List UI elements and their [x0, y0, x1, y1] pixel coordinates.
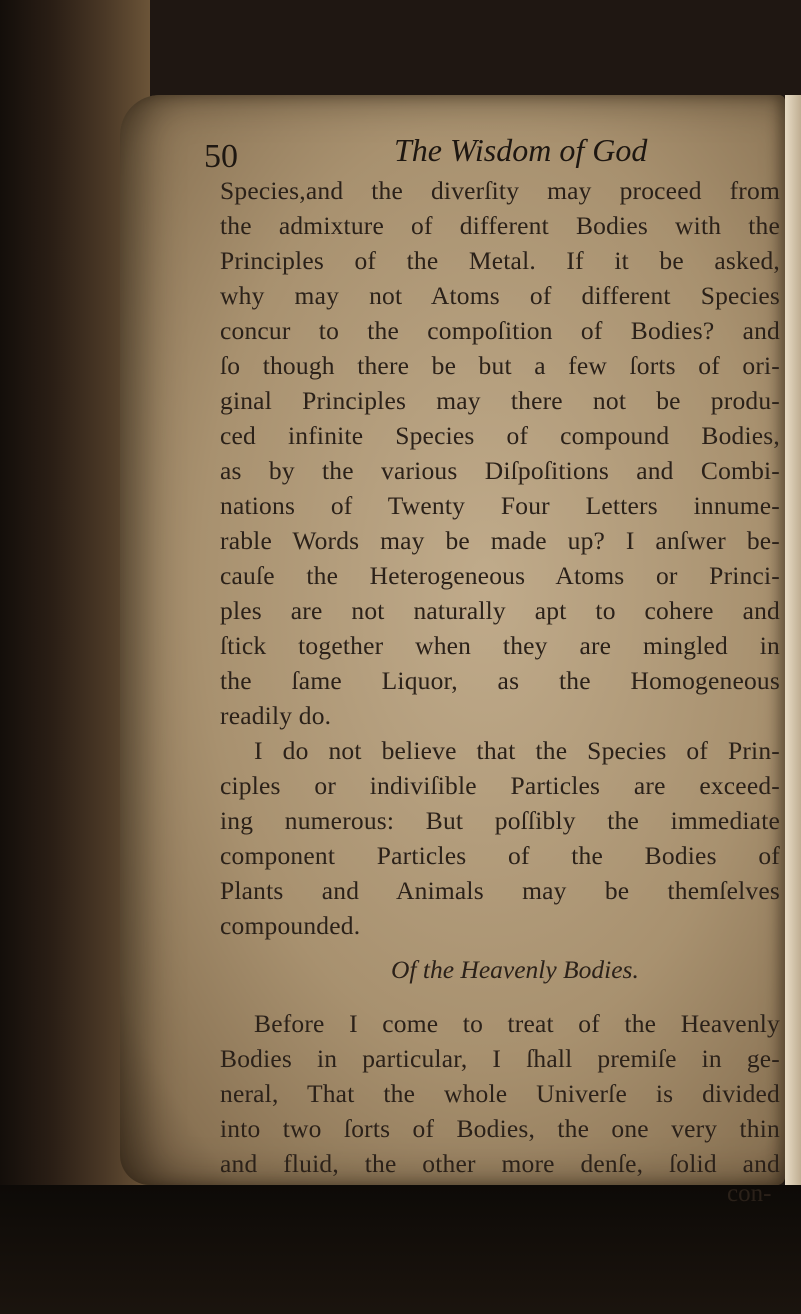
text-line: readily do.	[220, 701, 332, 730]
text-line: ginal Principles may there not be produ-	[220, 386, 780, 415]
text-line: cauſe the Heterogeneous Atoms or Princi-	[220, 561, 780, 590]
text-line: Bodies in particular, I ſhall premiſe in ge-	[220, 1044, 780, 1073]
running-head: The Wisdom of God	[394, 132, 648, 168]
text-line: Species,and the diverſity may proceed from	[220, 176, 780, 205]
text-line: Principles of the Metal. If it be asked,	[220, 246, 780, 275]
text-line: neral, That the whole Univerſe is divided	[220, 1079, 780, 1108]
text-line: the ſame Liquor, as the Homogeneous	[220, 666, 780, 695]
page-number: 50	[204, 138, 238, 175]
text-line: and fluid, the other more denſe, ſolid and	[220, 1149, 780, 1178]
text-line: ſo though there be but a few ſorts of ori-	[220, 351, 780, 380]
text-line: compounded.	[220, 911, 361, 940]
text-line: concur to the compoſition of Bodies? and	[220, 316, 780, 345]
text-line: ſtick together when they are mingled in	[220, 631, 780, 660]
text-line: nations of Twenty Four Letters innume-	[220, 491, 780, 520]
text-line: why may not Atoms of different Species	[220, 281, 780, 310]
text-line: Plants and Animals may be themſelves	[220, 876, 780, 905]
text-line: ced infinite Species of compound Bodies,	[220, 421, 780, 450]
section-heading: Of the Heavenly Bodies.	[391, 955, 639, 984]
text-line: component Particles of the Bodies of	[220, 841, 780, 870]
text-line: ples are not naturally apt to cohere and	[220, 596, 780, 625]
text-line: ing numerous: But poſſibly the immediate	[220, 806, 780, 835]
bottom-shadow	[0, 1185, 801, 1314]
catchword: con-	[727, 1180, 772, 1207]
text-line: I do not believe that the Species of Prin-	[254, 736, 780, 765]
text-line: the admixture of different Bodies with the	[220, 211, 780, 240]
text-line: as by the various Diſpoſitions and Combi-	[220, 456, 780, 485]
text-line: rable Words may be made up? I anſwer be-	[220, 526, 780, 555]
text-line: Before I come to treat of the Heavenly	[254, 1009, 780, 1038]
text-line: into two ſorts of Bodies, the one very thin	[220, 1114, 780, 1143]
text-line: ciples or indiviſible Particles are exceed-	[220, 771, 780, 800]
page-edge	[785, 95, 801, 1185]
